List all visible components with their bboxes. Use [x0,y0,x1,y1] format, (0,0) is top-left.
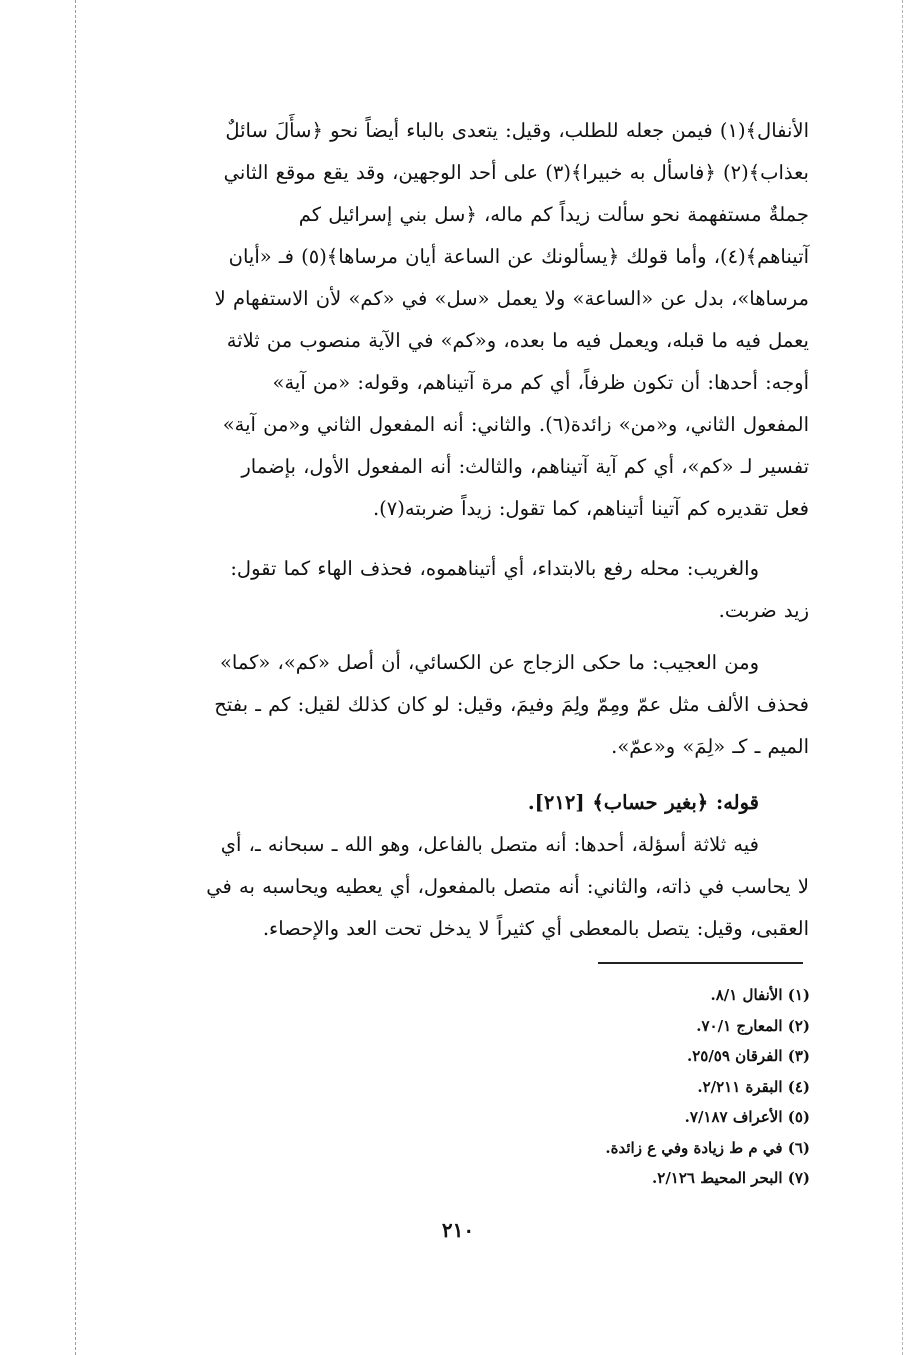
text-line: ومن العجيب: ما حكى الزجاج عن الكسائي، أن أصل «كم»، «كما» [220,651,759,674]
footnote: (٢) المعارج ٧٠/١. [696,1016,810,1035]
footnote: (٥) الأعراف ٧/١٨٧. [684,1108,810,1126]
text-line: فعل تقديره كم آتينا أتيناهم، كما تقول: زيداً ضربته(٧). [372,497,809,520]
paragraph-3 [104,642,809,768]
text-line: فيه ثلاثة أسؤلة، أحدها: أنه متصل بالفاعل، وهو الله ـ سبحانه ـ، أي [220,833,759,856]
text-line: بعذاب﴾(٢) ﴿فاسأل به خبيرا﴾(٣) على أحد الوجهين، وقد يقع موقع الثاني [223,161,809,184]
text-line: لا يحاسب في ذاته، والثاني: أنه متصل بالمفعول، أي يعطيه ويحاسبه به في [206,875,809,898]
footnote: (٧) البحر المحيط ٢/١٢٦. [652,1169,810,1187]
page-number: ٢١٠ [441,1218,475,1242]
paragraph-4 [104,782,809,824]
footnote: (٤) البقرة ٢/٢١١. [697,1077,810,1096]
footnote-separator [598,962,803,964]
text-line: أوجه: أحدها: أن تكون ظرفاً، أي كم مرة آتيناهم، وقوله: «من آية» [272,371,809,394]
footnote: (٣) الفرقان ٢٥/٥٩. [686,1047,810,1065]
text-line: تفسير لـ «كم»، أي كم آية آتيناهم، والثالث: أنه المفعول الأول، بإضمار [241,455,809,478]
scan-edge-right [902,0,903,1355]
text-line: يعمل فيه ما قبله، ويعمل فيه ما بعده، و«كم» في الآية منصوب من ثلاثة [226,329,809,352]
paragraph-1 [104,110,809,530]
text-line: مرساها»، بدل عن «الساعة» ولا يعمل «سل» في «كم» لأن الاستفهام لا [214,287,809,310]
text-line: المفعول الثاني، و«من» زائدة(٦). والثاني: أنه المفعول الثاني و«من آية» [222,413,809,436]
text-line: الأنفال﴾(١) فيمن جعله للطلب، وقيل: يتعدى بالباء أيضاً نحو ﴿سأَلَ سائلٌ [225,119,809,142]
text-line: الميم ـ كـ «لِمَ» و«عمّ». [611,735,809,758]
paragraph-5 [104,824,809,950]
footnote: (١) الأنفال ٨/١. [710,986,810,1004]
verse-heading: قوله: ﴿بغير حساب﴾ [٢١٢]. [527,791,759,814]
text-line: العقبى، وقيل: يتصل بالمعطى أي كثيراً لا يدخل تحت العد والإحصاء. [262,917,809,940]
text-line: والغريب: محله رفع بالابتداء، أي أتيناهموه، فحذف الهاء كما تقول: [230,557,759,580]
text-line: جملةٌ مستفهمة نحو سألت زيداً كم ماله، ﴿سل بني إسرائيل كم [298,203,809,226]
text-line: زيد ضربت. [718,599,809,622]
text-line: آتيناهم﴾(٤)، وأما قولك ﴿يسألونك عن الساعة أيان مرساها﴾(٥) فـ «أيان [228,245,809,268]
text-line: فحذف الألف مثل عمّ ومِمّ ولِمَ وفيمَ، وقيل: لو كان كذلك لقيل: كم ـ بفتح [214,693,809,716]
footnotes [430,980,810,1194]
footnote: (٦) في م ط زيادة وفي ع زائدة. [605,1138,810,1157]
paragraph-2 [104,548,809,632]
scan-edge-left [75,0,76,1355]
